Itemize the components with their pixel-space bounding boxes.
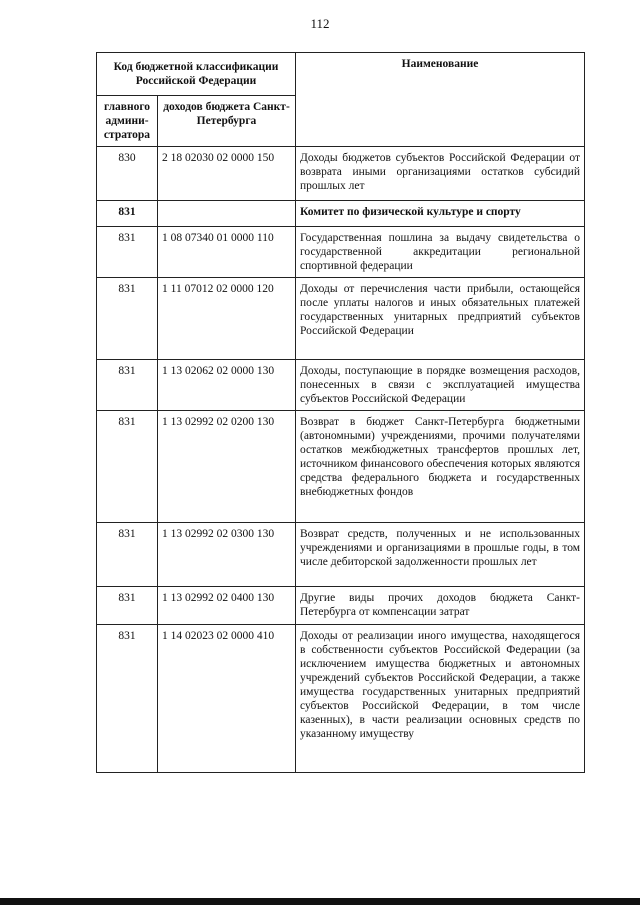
income-code-cell xyxy=(158,201,296,227)
name-cell: Возврат в бюджет Санкт-Петербурга бюджетными (автономными) учреждениями, прочими получателями остатков межбюджетных трансфертов прошлых лет, источником финансового обеспечения которых являются средства федерального бюджета и государственных внебюджетных фондов xyxy=(296,411,585,523)
name-cell: Доходы от перечисления части прибыли, остающейся после уплаты налогов и иных обязательных платежей государственных унитарных предприятий субъектов Российской Федерации xyxy=(296,278,585,360)
name-cell: Доходы бюджетов субъектов Российской Федерации от возврата иными организациями остатков субсидий прошлых лет xyxy=(296,147,585,201)
admin-code-cell: 831 xyxy=(97,587,158,625)
table-row xyxy=(97,201,585,227)
name-cell: Доходы, поступающие в порядке возмещения расходов, понесенных в связи с эксплуатацией имущества субъектов Российской Федерации xyxy=(296,360,585,411)
income-code-cell: 1 13 02992 02 0200 130 xyxy=(158,411,296,523)
budget-classification-table xyxy=(96,52,585,773)
scan-bottom-edge xyxy=(0,898,640,905)
admin-code-cell: 831 xyxy=(97,278,158,360)
table-row xyxy=(97,147,585,201)
table-row xyxy=(97,523,585,587)
admin-code-cell: 831 xyxy=(97,360,158,411)
header-code-group: Код бюджетной классификации Российской Федерации xyxy=(97,53,296,96)
income-code-cell: 1 08 07340 01 0000 110 xyxy=(158,227,296,278)
header-admin: главного админи-стратора xyxy=(97,96,158,147)
name-cell: Другие виды прочих доходов бюджета Санкт-Петербурга от компенсации затрат xyxy=(296,587,585,625)
admin-code-cell: 831 xyxy=(97,201,158,227)
income-code-cell: 1 11 07012 02 0000 120 xyxy=(158,278,296,360)
page-number: 112 xyxy=(310,16,330,31)
table-row xyxy=(97,587,585,625)
header-income: доходов бюджета Санкт-Петербурга xyxy=(158,96,296,147)
name-cell: Возврат средств, полученных и не использованных учреждениями и организациями в прошлые годы, в том числе дебиторской задолженности прошлых лет xyxy=(296,523,585,587)
table-row xyxy=(97,278,585,360)
income-code-cell: 1 13 02992 02 0400 130 xyxy=(158,587,296,625)
income-code-cell: 1 13 02992 02 0300 130 xyxy=(158,523,296,587)
admin-code-cell: 831 xyxy=(97,523,158,587)
section-title-cell: Комитет по физической культуре и спорту xyxy=(296,201,585,227)
table-row xyxy=(97,360,585,411)
table-row xyxy=(97,625,585,773)
admin-code-cell: 830 xyxy=(97,147,158,201)
income-code-cell: 1 14 02023 02 0000 410 xyxy=(158,625,296,773)
admin-code-cell: 831 xyxy=(97,227,158,278)
header-name: Наименование xyxy=(296,53,585,147)
name-cell: Государственная пошлина за выдачу свидетельства о государственной аккредитации региональной спортивной федерации xyxy=(296,227,585,278)
table-row xyxy=(97,227,585,278)
income-code-cell: 1 13 02062 02 0000 130 xyxy=(158,360,296,411)
table-row xyxy=(97,411,585,523)
admin-code-cell: 831 xyxy=(97,625,158,773)
name-cell: Доходы от реализации иного имущества, находящегося в собственности субъектов Российской Федерации (за исключением имущества бюджетных и автономных учреждений субъектов Российской Федерации, а также имущества государственных унитарных предприятий субъектов Российской Федерации, в том числе казенных), в части реализации основных средств по указанному имуществу xyxy=(296,625,585,773)
admin-code-cell: 831 xyxy=(97,411,158,523)
income-code-cell: 2 18 02030 02 0000 150 xyxy=(158,147,296,201)
